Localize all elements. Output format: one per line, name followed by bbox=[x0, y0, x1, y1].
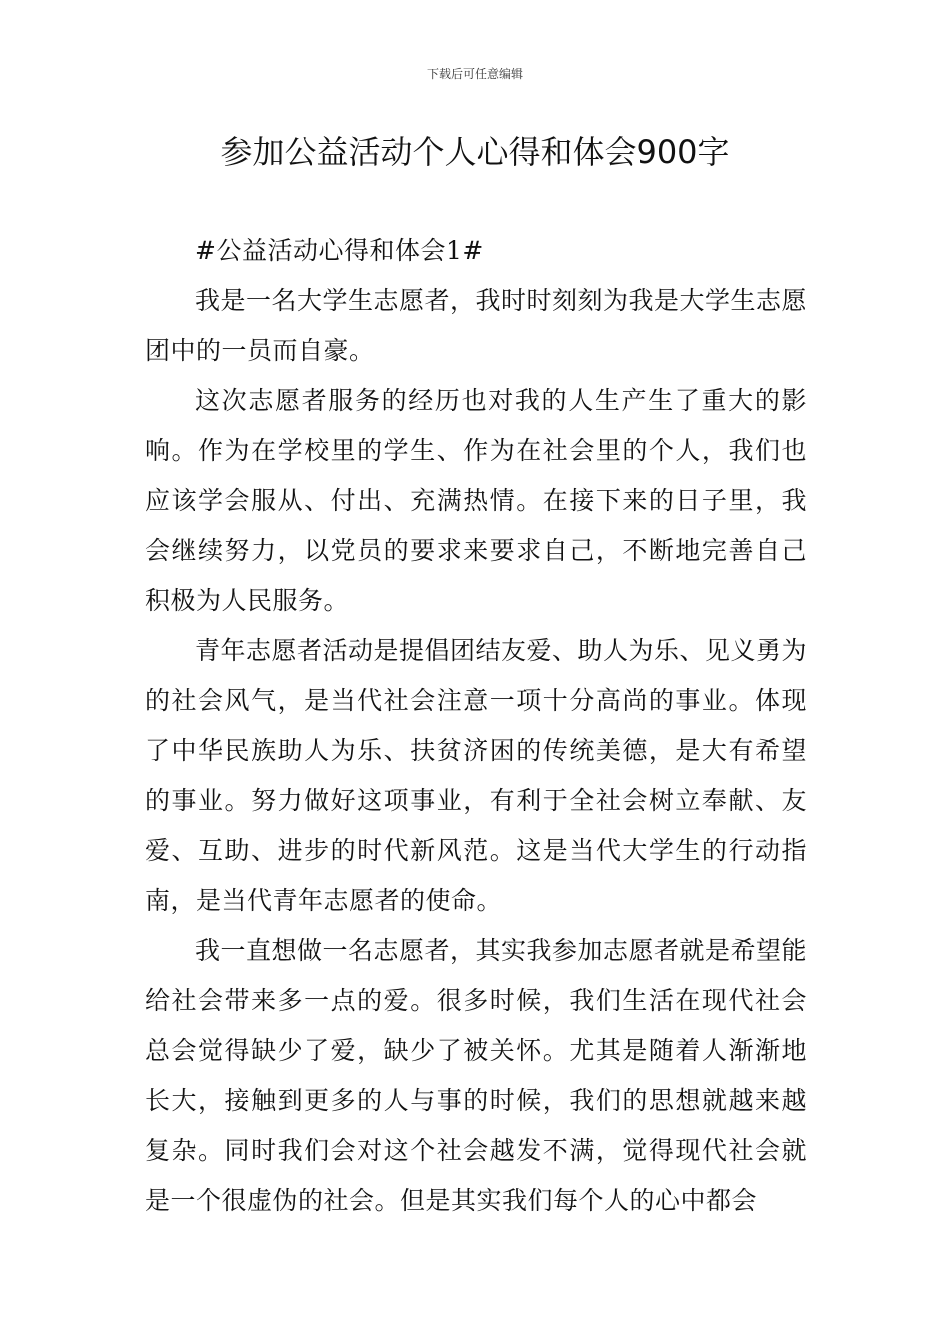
paragraph: 我是一名大学生志愿者，我时时刻刻为我是大学生志愿团中的一员而自豪。 bbox=[145, 286, 808, 365]
document-body bbox=[145, 226, 807, 1226]
document-title: 参加公益活动个人心得和体会900字 bbox=[220, 133, 730, 171]
paragraph: 青年志愿者活动是提倡团结友爱、助人为乐、见义勇为的社会风气，是当代社会注意一项十分高尚的事业。体现了中华民族助人为乐、扶贫济困的传统美德，是大有希望的事业。努力做好这项事业，有利于全社会树立奉献、友爱、互助、进步的时代新风范。这是当代大学生的行动指南，是当代青年志愿者的使命。 bbox=[145, 636, 808, 915]
header-note: 下载后可任意编辑 bbox=[426, 67, 523, 81]
section-heading: #公益活动心得和体会1# bbox=[195, 236, 484, 265]
paragraph: 我一直想做一名志愿者，其实我参加志愿者就是希望能给社会带来多一点的爱。很多时候，我们生活在现代社会总会觉得缺少了爱，缺少了被关怀。尤其是随着人渐渐地长大，接触到更多的人与事的时候，我们的思想就越来越复杂。同时我们会对这个社会越发不满，觉得现代社会就是一个很虚伪的社会。但是其实我们每个人的心中都会 bbox=[145, 936, 808, 1215]
paragraph: 这次志愿者服务的经历也对我的人生产生了重大的影响。作为在学校里的学生、作为在社会里的个人，我们也应该学会服从、付出、充满热情。在接下来的日子里，我会继续努力，以党员的要求来要求自己，不断地完善自己积极为人民服务。 bbox=[145, 386, 807, 615]
